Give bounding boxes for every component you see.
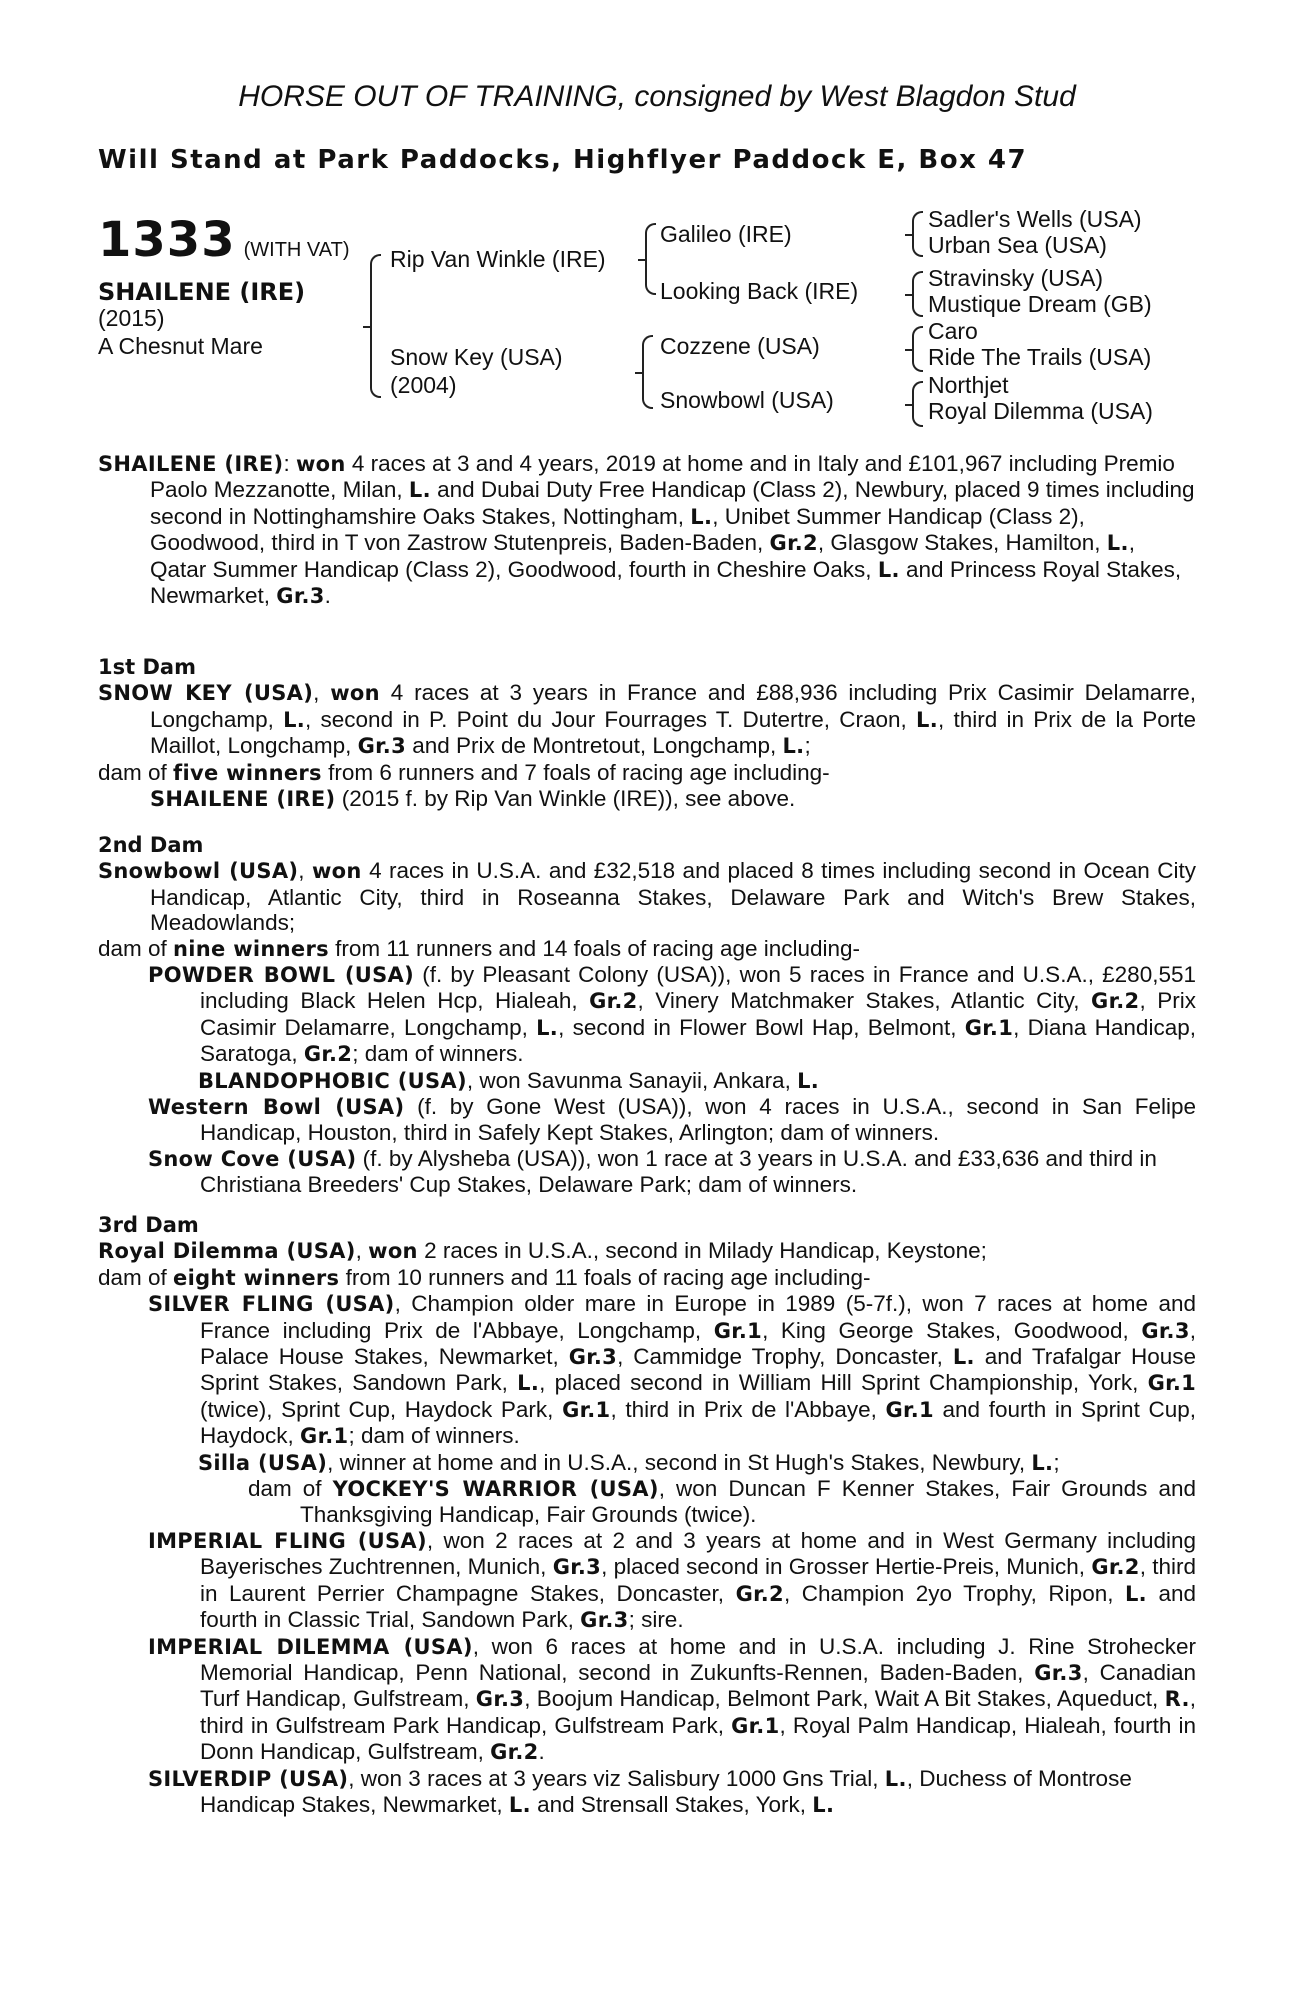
- lot-number: 1333: [98, 212, 236, 268]
- bold-text: IMPERIAL DILEMMA (USA): [148, 1634, 473, 1659]
- text-run: :: [283, 451, 296, 476]
- bold-text: L.: [812, 1792, 835, 1817]
- bold-text: SHAILENE (IRE): [150, 787, 336, 812]
- bold-text: L.: [952, 1345, 975, 1370]
- bold-text: L.: [508, 1792, 531, 1817]
- text-run: 4 races at 3 and 4 years, 2019 at home and in Italy and £101,967 including Premio Paolo Mezzanotte, Milan,: [150, 451, 1175, 503]
- text-paragraph: [98, 786, 1196, 812]
- bold-text: L.: [1106, 531, 1129, 556]
- text-run: , Canadian Turf Handicap, Gulfstream,: [200, 1659, 1196, 1712]
- text-run: , Duchess of Montrose Handicap Stakes, Newmarket,: [200, 1765, 1132, 1817]
- g1-brace: [912, 211, 923, 257]
- pedigree-dam-sire: Cozzene (USA): [660, 333, 820, 359]
- text-run: , King George Stakes, Goodwood,: [762, 1317, 1142, 1343]
- bold-text: Gr.1: [964, 1015, 1014, 1040]
- pedigree-dam-dam: Snowbowl (USA): [660, 387, 834, 413]
- text-run: 4 races in U.S.A. and £32,518 and placed 8 times including second in Ocean City Handicap, Atlantic City, third in Roseanna Stakes, Delaware Park and Witch's Brew Stakes, Meadowlands;: [150, 858, 1196, 936]
- bold-text: YOCKEY'S WARRIOR (USA): [332, 1477, 659, 1502]
- bold-text: won: [295, 452, 346, 476]
- pedigree-g3-8: Royal Dilemma (USA): [928, 398, 1153, 424]
- text-run: and Princess Royal Stakes, Newmarket,: [150, 556, 1182, 609]
- text-run: , Palace House Stakes, Newmarket,: [200, 1317, 1196, 1370]
- g4-brace: [912, 381, 923, 427]
- text-run: ; dam of winners.: [352, 1041, 524, 1067]
- text-run: , won 2 races at 2 and 3 years at home and in West Germany including Bayerisches Zuchtrennen, Munich,: [200, 1527, 1196, 1580]
- horse-year: (2015): [98, 305, 165, 331]
- text-run: (f. by Gone West (USA)), won 4 races in U.S.A., second in San Felipe Handicap, Houston, third in Safely Kept Stakes, Arlington; dam of winners.: [200, 1094, 1196, 1146]
- text-run: dam of: [98, 935, 174, 961]
- text-run: .: [324, 583, 331, 609]
- g2-brace: [912, 271, 923, 317]
- lot-block: [98, 212, 350, 268]
- text-paragraph: [98, 1528, 1196, 1634]
- text-run: from 6 runners and 7 foals of racing age including-: [321, 759, 830, 785]
- bold-text: Gr.2: [735, 1581, 784, 1606]
- bold-text: Gr.1: [300, 1424, 349, 1449]
- pedigree-dam-year: (2004): [390, 372, 457, 398]
- bold-text: Gr.1: [885, 1397, 934, 1422]
- pedigree-sire-dam: Looking Back (IRE): [660, 278, 859, 304]
- text-run: , third in Prix de l'Abbaye,: [610, 1396, 886, 1422]
- bold-text: Western Bowl (USA): [148, 1095, 405, 1120]
- text-paragraph: [98, 1766, 1196, 1819]
- bold-text: Gr.3: [1034, 1660, 1083, 1685]
- bold-text: Gr.1: [731, 1713, 780, 1738]
- bold-text: Snow Cove (USA): [148, 1146, 357, 1171]
- bold-text: L.: [782, 734, 805, 759]
- bold-text: SNOW KEY (USA): [98, 681, 314, 706]
- bold-text: Gr.3: [552, 1555, 602, 1580]
- text-paragraph: [98, 1265, 1196, 1291]
- text-run: ,: [313, 680, 331, 706]
- vat-note: (WITH VAT): [243, 239, 350, 261]
- bold-text: Gr.3: [1141, 1318, 1190, 1343]
- bold-text: L.: [916, 707, 939, 732]
- horse-description: A Chesnut Mare: [98, 333, 263, 359]
- bold-text: SILVER FLING (USA): [148, 1292, 395, 1317]
- bold-text: L.: [690, 504, 713, 529]
- dam-line-brace: [642, 335, 653, 409]
- text-run: , won 3 races at 3 years viz Salisbury 1000 Gns Trial,: [348, 1765, 885, 1791]
- text-run: (f. by Pleasant Colony (USA)), won 5 races in France and U.S.A., £280,551 including Black Helen Hcp, Hialeah,: [200, 962, 1196, 1014]
- text-run: , winner at home and in U.S.A., second in St Hugh's Stakes, Newbury,: [327, 1449, 1032, 1475]
- text-run: (f. by Alysheba (USA)), won 1 race at 3 years in U.S.A. and £33,636 and third in Christiana Breeders' Cup Stakes, Delaware Park; dam of winners.: [200, 1145, 1157, 1198]
- text-paragraph: [98, 451, 1196, 609]
- text-run: ;: [1053, 1449, 1060, 1475]
- bold-text: R.: [1164, 1687, 1190, 1712]
- text-run: , third in Laurent Perrier Champagne Stakes, Doncaster,: [200, 1554, 1196, 1606]
- text-paragraph: [98, 1476, 1196, 1528]
- bold-text: L.: [1124, 1581, 1147, 1606]
- text-run: and Prix de Montretout, Longchamp,: [406, 733, 783, 759]
- bold-text: Gr.2: [1091, 989, 1140, 1014]
- pedigree-g3-2: Urban Sea (USA): [928, 232, 1107, 258]
- bold-text: won: [311, 859, 362, 884]
- bold-text: Gr.3: [276, 584, 325, 609]
- stand-location: Will Stand at Park Paddocks, Highflyer Paddock E, Box 47: [98, 145, 1028, 175]
- bold-text: Snowbowl (USA): [98, 859, 299, 884]
- text-run: , Champion older mare in Europe in 1989 (5-7f.), won 7 races at home and France including Prix de l'Abbaye, Longchamp,: [200, 1291, 1196, 1343]
- text-run: , Diana Handicap, Saratoga,: [200, 1014, 1196, 1067]
- bold-text: SILVERDIP (USA): [148, 1766, 349, 1791]
- text-run: ;: [804, 733, 811, 759]
- third-dam-section: [98, 1213, 1196, 1818]
- bold-text: BLANDOPHOBIC (USA): [198, 1068, 467, 1093]
- bold-text: Gr.2: [1091, 1555, 1140, 1580]
- text-run: 2 races in U.S.A., second in Milady Handicap, Keystone;: [417, 1238, 987, 1264]
- text-run: , Cammidge Trophy, Doncaster,: [617, 1344, 953, 1370]
- text-run: from 10 runners and 11 foals of racing age including-: [339, 1264, 871, 1290]
- bold-text: five winners: [173, 760, 322, 785]
- pedigree-sire-sire: Galileo (IRE): [660, 221, 792, 247]
- sire-dam-brace: [370, 254, 381, 398]
- third-dam-heading: 3rd Dam: [98, 1213, 199, 1237]
- pedigree-dam: Snow Key (USA): [390, 344, 563, 370]
- bold-text: L.: [1031, 1450, 1054, 1475]
- text-run: and fourth in Sprint Cup, Haydock,: [200, 1396, 1196, 1449]
- text-run: (2015 f. by Rip Van Winkle (IRE)), see above.: [335, 786, 796, 812]
- text-run: (twice), Sprint Cup, Haydock Park,: [200, 1396, 563, 1422]
- bold-text: Gr.3: [580, 1608, 629, 1633]
- bold-text: IMPERIAL FLING (USA): [148, 1528, 427, 1553]
- bold-text: Gr.2: [589, 989, 638, 1014]
- text-run: , won 6 races at home and in U.S.A. including J. Rine Strohecker Memorial Handicap, Penn National, second in Zukunfts-Rennen, Baden-Baden,: [200, 1633, 1196, 1685]
- text-run: , third in Gulfstream Park Handicap, Gulfstream Park,: [200, 1686, 1196, 1738]
- text-run: ; dam of winners.: [348, 1423, 520, 1449]
- bold-text: L.: [797, 1068, 820, 1093]
- text-paragraph: [98, 1146, 1196, 1198]
- text-run: 4 races at 3 years in France and £88,936 including Prix Casimir Delamarre, Longchamp,: [150, 680, 1196, 732]
- bold-text: Gr.2: [769, 531, 818, 556]
- bold-text: Gr.1: [1147, 1371, 1197, 1396]
- text-run: , Boojum Handicap, Belmont Park, Wait A Bit Stakes, Aqueduct,: [524, 1686, 1165, 1712]
- bold-text: Gr.2: [303, 1042, 353, 1067]
- text-paragraph: [98, 760, 1196, 786]
- text-run: , second in P. Point du Jour Fourrages T. Dutertre, Craon,: [305, 706, 917, 732]
- bold-text: won: [330, 681, 380, 706]
- text-paragraph: [98, 1291, 1196, 1449]
- bold-text: L.: [884, 1766, 907, 1791]
- pedigree-g3-1: Sadler's Wells (USA): [928, 206, 1142, 232]
- bold-text: L.: [536, 1015, 559, 1040]
- pedigree-g3-6: Ride The Trails (USA): [928, 344, 1152, 370]
- text-run: ,: [355, 1238, 369, 1264]
- text-run: and Dubai Duty Free Handicap (Class 2), Newbury, placed 9 times including second in Nottinghamshire Oaks Stakes, Nottingham,: [150, 477, 1195, 529]
- bold-text: L.: [517, 1371, 540, 1396]
- pedigree-g3-5: Caro: [928, 318, 978, 344]
- text-paragraph: [98, 1094, 1196, 1146]
- text-run: dam of: [248, 1476, 333, 1502]
- text-paragraph: [98, 680, 1196, 759]
- text-paragraph: [98, 1238, 1196, 1264]
- bold-text: L.: [408, 478, 431, 503]
- bold-text: SHAILENE (IRE): [98, 452, 284, 476]
- bold-text: Gr.2: [490, 1740, 539, 1765]
- text-run: , Royal Palm Handicap, Hialeah, fourth in Donn Handicap, Gulfstream,: [200, 1712, 1196, 1765]
- text-run: , Glasgow Stakes, Hamilton,: [817, 530, 1107, 556]
- text-run: , Prix Casimir Delamarre, Longchamp,: [200, 988, 1196, 1040]
- text-run: , placed second in William Hill Sprint Championship, York,: [539, 1370, 1148, 1396]
- text-run: dam of: [98, 1264, 174, 1290]
- text-run: , Champion 2yo Trophy, Ripon,: [783, 1580, 1125, 1606]
- bold-text: L.: [283, 707, 306, 732]
- bold-text: POWDER BOWL (USA): [148, 963, 415, 988]
- text-run: .: [538, 1739, 545, 1765]
- text-run: ,: [298, 858, 312, 884]
- text-run: and fourth in Classic Trial, Sandown Park,: [200, 1580, 1196, 1633]
- sire-line-brace: [645, 223, 656, 295]
- text-paragraph: [98, 962, 1196, 1068]
- text-run: , Qatar Summer Handicap (Class 2), Goodwood, fourth in Cheshire Oaks,: [150, 530, 1136, 582]
- text-run: , placed second in Grosser Hertie-Preis, Munich,: [601, 1554, 1092, 1580]
- bold-text: L.: [877, 557, 900, 582]
- first-dam-heading: 1st Dam: [98, 655, 196, 679]
- second-dam-section: [98, 833, 1196, 1198]
- pedigree-g3-3: Stravinsky (USA): [928, 265, 1104, 291]
- text-run: , won Duncan F Kenner Stakes, Fair Grounds and Thanksgiving Handicap, Fair Grounds (twice).: [300, 1476, 1196, 1528]
- text-paragraph: [98, 1634, 1196, 1766]
- bold-text: eight winners: [173, 1265, 340, 1290]
- text-paragraph: [98, 1068, 1196, 1094]
- text-run: and Strensall Stakes, York,: [530, 1791, 813, 1817]
- pedigree-g3-7: Northjet: [928, 372, 1009, 398]
- text-run: , Vinery Matchmaker Stakes, Atlantic City,: [637, 988, 1092, 1014]
- text-run: and Trafalgar House Sprint Stakes, Sandown Park,: [200, 1344, 1197, 1396]
- bold-text: Silla (USA): [198, 1450, 328, 1475]
- text-run: , third in Prix de la Porte Maillot, Longchamp,: [150, 706, 1196, 759]
- text-run: , Unibet Summer Handicap (Class 2), Goodwood, third in T von Zastrow Stutenpreis, Baden-Baden,: [150, 503, 1085, 556]
- text-paragraph: [98, 1450, 1196, 1476]
- page-title: HORSE OUT OF TRAINING, consigned by West Blagdon Stud: [238, 80, 1076, 113]
- text-run: from 11 runners and 14 foals of racing age including-: [328, 935, 861, 961]
- horse-record: [98, 451, 1196, 609]
- horse-name: SHAILENE (IRE): [98, 278, 306, 306]
- third-dam-entries: [98, 1238, 1196, 1818]
- text-run: , won Savunma Sanayii, Ankara,: [466, 1067, 798, 1093]
- bold-text: Royal Dilemma (USA): [98, 1239, 356, 1264]
- g3-brace: [912, 326, 923, 372]
- bold-text: Gr.3: [475, 1687, 525, 1712]
- pedigree-sire: Rip Van Winkle (IRE): [390, 246, 606, 272]
- text-paragraph: [98, 858, 1196, 935]
- first-dam-entries: [98, 680, 1196, 812]
- bold-text: Gr.1: [713, 1318, 763, 1343]
- pedigree-g3-4: Mustique Dream (GB): [928, 291, 1152, 317]
- text-run: , second in Flower Bowl Hap, Belmont,: [558, 1014, 965, 1040]
- first-dam-section: [98, 655, 1196, 812]
- bold-text: Gr.1: [562, 1397, 611, 1422]
- bold-text: Gr.3: [357, 734, 406, 759]
- bold-text: Gr.3: [568, 1345, 618, 1370]
- text-paragraph: [98, 936, 1196, 962]
- text-run: dam of: [98, 759, 174, 785]
- bold-text: nine winners: [173, 936, 329, 961]
- second-dam-heading: 2nd Dam: [98, 833, 204, 857]
- second-dam-entries: [98, 858, 1196, 1197]
- text-run: ; sire.: [628, 1607, 684, 1633]
- bold-text: won: [368, 1239, 418, 1264]
